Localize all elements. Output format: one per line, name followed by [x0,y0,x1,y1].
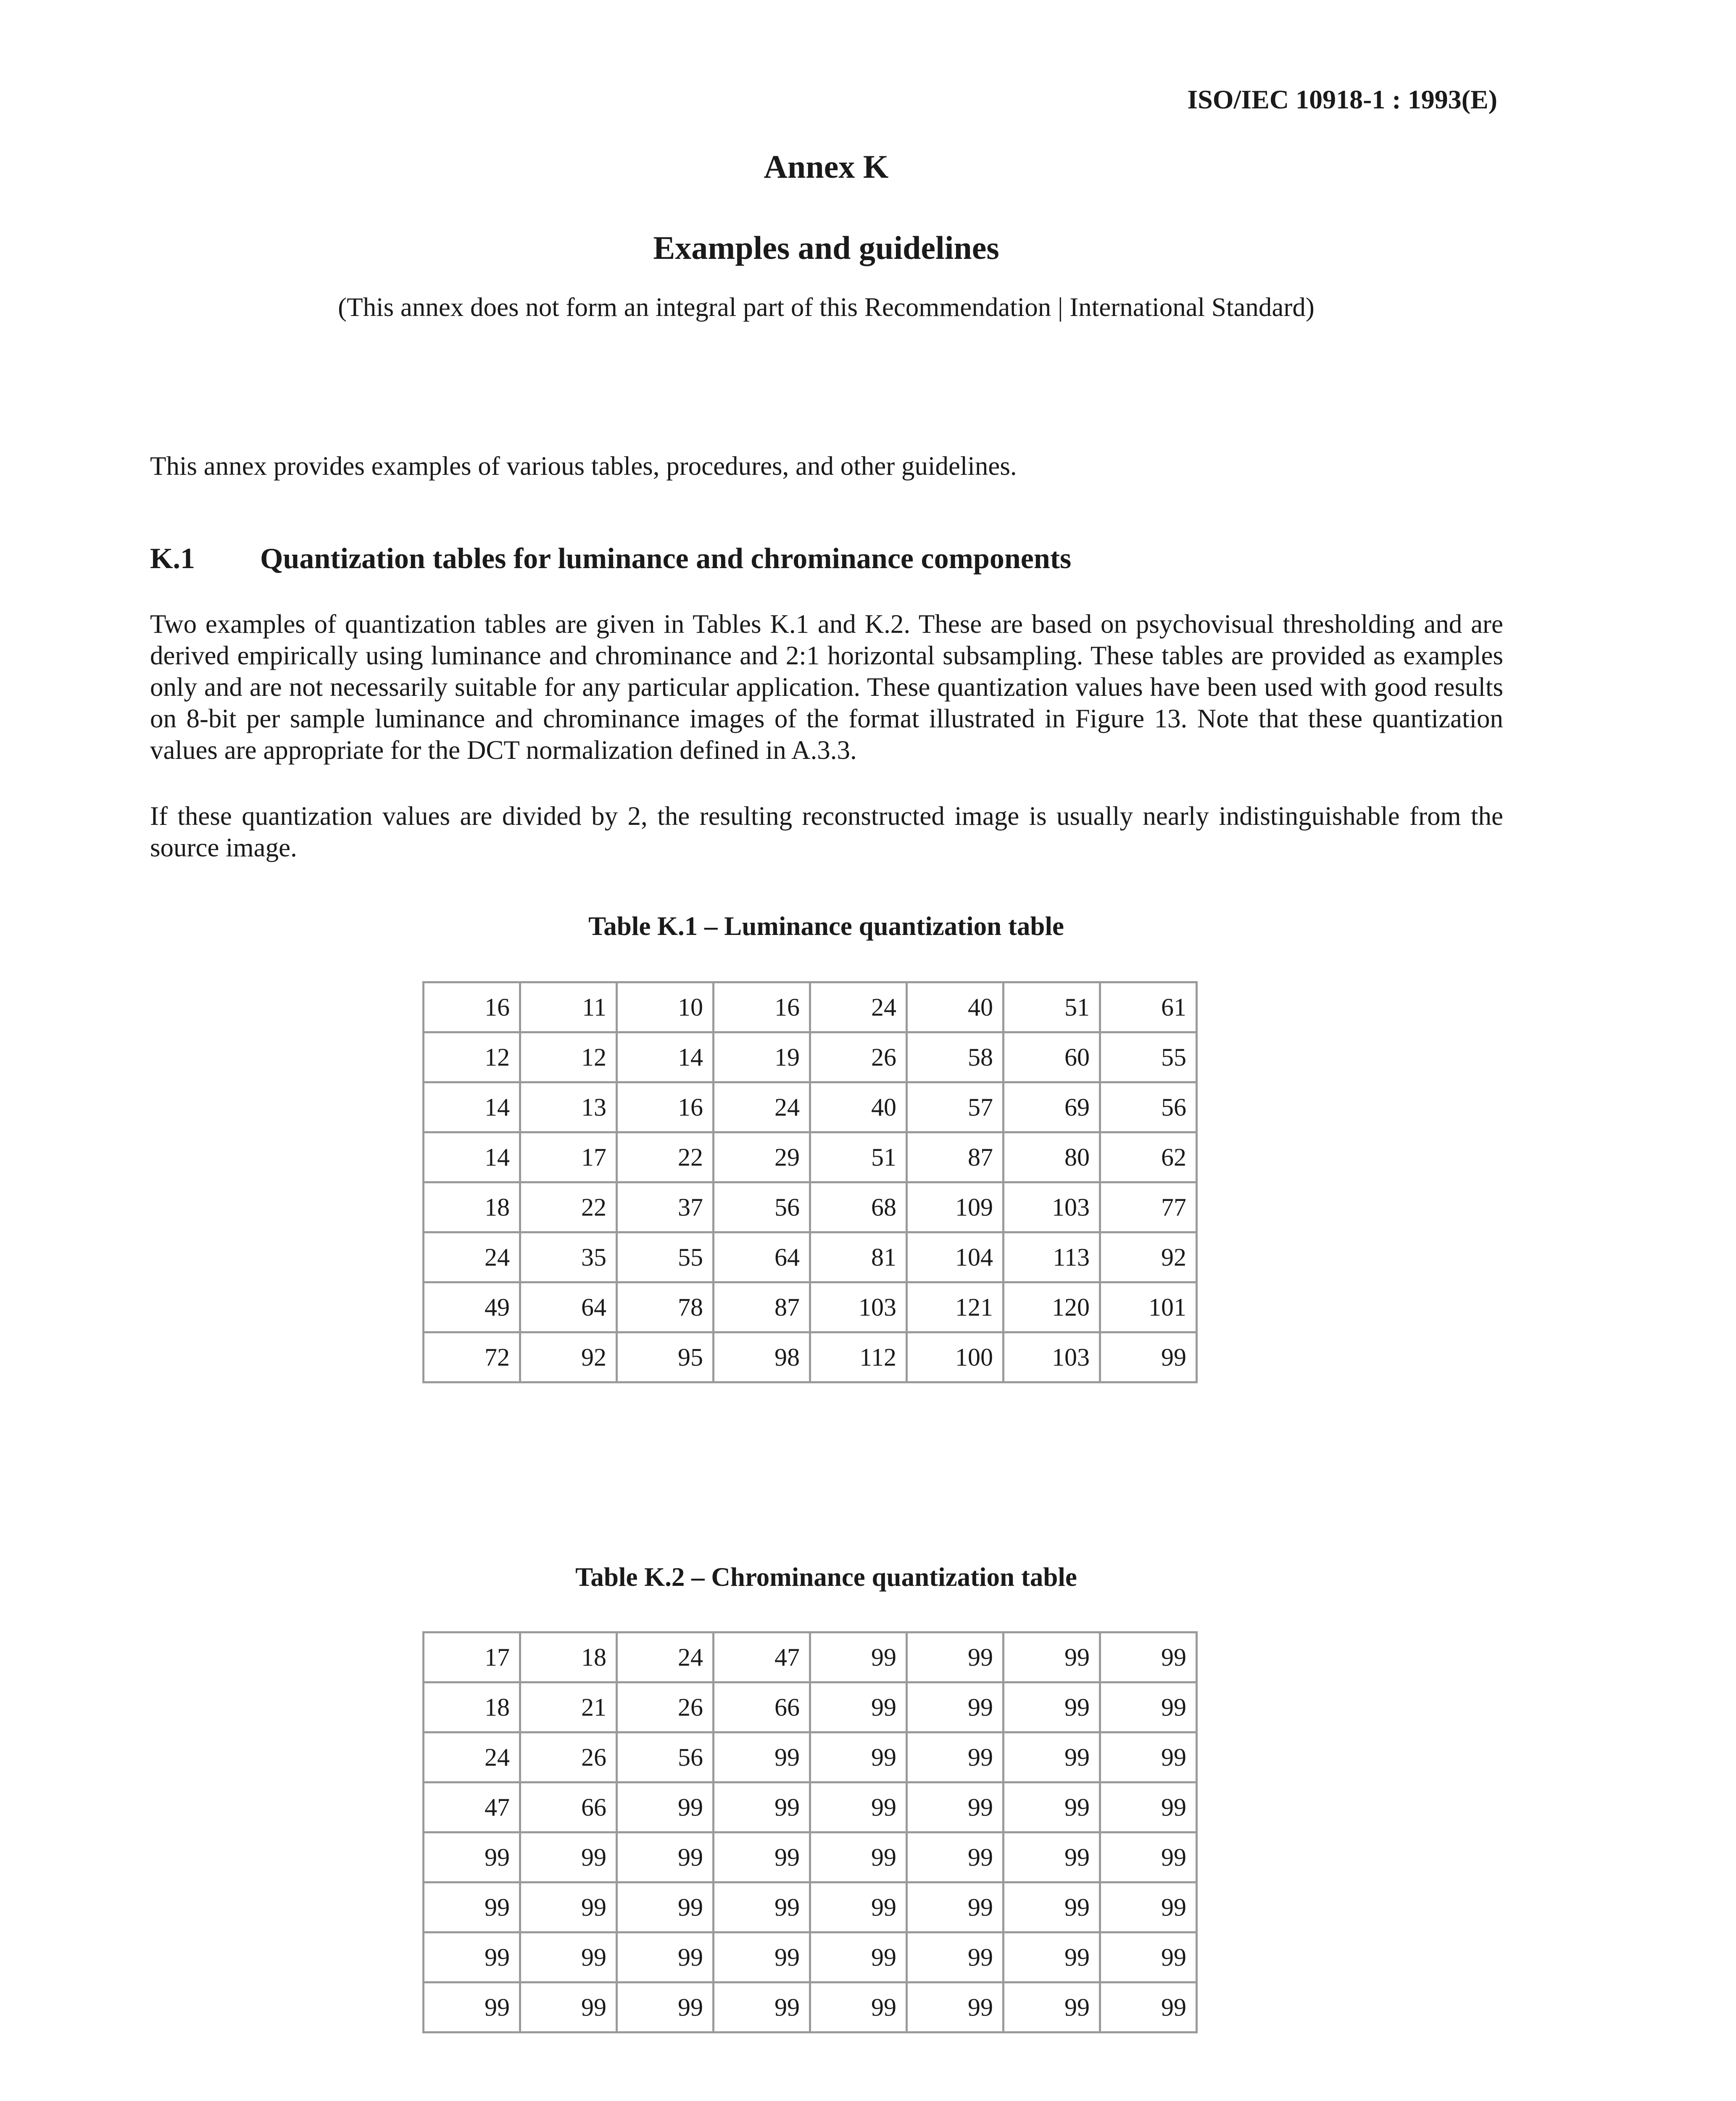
table-cell: 37 [617,1182,714,1232]
table-cell: 99 [810,1682,907,1732]
table-cell: 99 [1004,1632,1100,1682]
table-cell: 18 [424,1182,520,1232]
body-paragraph: If these quantization values are divided by 2, the resulting reconstructed image is usually nearly indistinguishable from the source image. [150,801,1503,862]
table-cell: 16 [424,982,520,1032]
table-cell: 99 [907,1732,1004,1782]
annex-subtitle: Examples and guidelines [653,229,999,266]
table-cell: 99 [1004,1932,1100,1983]
table-cell: 99 [617,1932,714,1983]
table-cell: 24 [617,1632,714,1682]
table-row [424,1032,1197,1082]
table-cell: 99 [1004,1882,1100,1932]
table-row [424,1983,1197,2033]
table-cell: 55 [1100,1032,1197,1082]
table-cell: 77 [1100,1182,1197,1232]
table-cell: 57 [907,1082,1004,1132]
table-cell: 14 [617,1032,714,1082]
table-cell: 99 [714,1782,810,1832]
table-cell: 40 [810,1082,907,1132]
section-title: Quantization tables for luminance and chrominance components [260,542,1072,575]
table-cell: 26 [810,1032,907,1082]
annex-title: Annex K [764,148,889,185]
table-cell: 99 [424,1882,520,1932]
table-cell: 58 [907,1032,1004,1082]
table-cell: 22 [617,1132,714,1182]
table-row [424,1782,1197,1832]
table-row [424,1882,1197,1932]
table-cell: 99 [810,1732,907,1782]
table-cell: 80 [1004,1132,1100,1182]
table-cell: 24 [810,982,907,1032]
table-cell: 113 [1004,1232,1100,1282]
table-cell: 99 [617,1832,714,1882]
table-cell: 92 [1100,1232,1197,1282]
table-cell: 101 [1100,1282,1197,1332]
table-cell: 99 [1100,1632,1197,1682]
table-row [424,1282,1197,1332]
table-cell: 99 [907,1782,1004,1832]
table-cell: 99 [617,1782,714,1832]
table-cell: 14 [424,1132,520,1182]
table-cell: 64 [714,1232,810,1282]
table-cell: 47 [424,1782,520,1832]
table-cell: 99 [520,1832,617,1882]
table-cell: 64 [520,1282,617,1332]
table-cell: 17 [520,1132,617,1182]
table-cell: 99 [1004,1832,1100,1882]
table-cell: 99 [424,1932,520,1983]
table-cell: 99 [907,1882,1004,1932]
table-cell: 99 [520,1983,617,2033]
table-cell: 11 [520,982,617,1032]
table-cell: 55 [617,1232,714,1282]
table-cell: 19 [714,1032,810,1082]
table-row [424,1182,1197,1232]
table-cell: 56 [617,1732,714,1782]
table-cell: 22 [520,1182,617,1232]
table-cell: 99 [1100,1782,1197,1832]
table-cell: 18 [424,1682,520,1732]
table-cell: 17 [424,1632,520,1682]
body-paragraph: Two examples of quantization tables are given in Tables K.1 and K.2. These are based on psychovisual thresholding and are derived empirically using luminance and chrominance and 2:1 horizontal subsampling. These tables are provided as examples only and are not necessarily suitable for any particular application. These quantization values have been used with good results on 8-bit per sample luminance and chrominance images of the format illustrated in Figure 13. Note that these quantization values are appropriate for the DCT normalization defined in A.3.3. [150,609,1503,765]
table-cell: 99 [810,1882,907,1932]
annex-note: (This annex does not form an integral part of this Recommendation | International Standard) [338,292,1315,322]
table-cell: 92 [520,1332,617,1382]
table-cell: 109 [907,1182,1004,1232]
table-cell: 87 [907,1132,1004,1182]
standard-id-header: ISO/IEC 10918-1 : 1993(E) [1187,84,1497,114]
table-row [424,1232,1197,1282]
table-cell: 99 [1100,1882,1197,1932]
table-cell: 40 [907,982,1004,1032]
table-cell: 99 [907,1632,1004,1682]
table-cell: 49 [424,1282,520,1332]
table-cell: 69 [1004,1082,1100,1132]
table-cell: 99 [810,1932,907,1983]
table-cell: 112 [810,1332,907,1382]
luminance-quantization-table [422,981,1198,1383]
table-cell: 99 [810,1983,907,2033]
table-cell: 62 [1100,1132,1197,1182]
table-cell: 99 [520,1882,617,1932]
table-cell: 95 [617,1332,714,1382]
table-cell: 99 [1100,1832,1197,1882]
table-cell: 99 [617,1983,714,2033]
table-cell: 72 [424,1332,520,1382]
table-cell: 121 [907,1282,1004,1332]
table-cell: 16 [617,1082,714,1132]
table-cell: 99 [1100,1732,1197,1782]
table-cell: 104 [907,1232,1004,1282]
table-cell: 103 [810,1282,907,1332]
table-caption: Table K.1 – Luminance quantization table [588,911,1064,941]
section-number: K.1 [150,542,195,575]
table-cell: 99 [617,1882,714,1932]
table-cell: 21 [520,1682,617,1732]
table-cell: 12 [424,1032,520,1082]
table-cell: 99 [714,1983,810,2033]
table-cell: 13 [520,1082,617,1132]
table-cell: 29 [714,1132,810,1182]
table-cell: 81 [810,1232,907,1282]
table-cell: 24 [424,1732,520,1782]
chrominance-quantization-table [422,1631,1198,2033]
table-row [424,1732,1197,1782]
table-row [424,982,1197,1032]
table-caption: Table K.2 – Chrominance quantization table [575,1562,1077,1592]
table-cell: 99 [424,1832,520,1882]
table-cell: 56 [1100,1082,1197,1132]
table-cell: 99 [810,1632,907,1682]
table-cell: 66 [520,1782,617,1832]
table-cell: 61 [1100,982,1197,1032]
section-heading [150,542,1071,576]
table-row [424,1082,1197,1132]
table-cell: 18 [520,1632,617,1682]
table-cell: 26 [617,1682,714,1732]
table-cell: 99 [907,1682,1004,1732]
intro-paragraph: This annex provides examples of various tables, procedures, and other guidelines. [150,451,1017,481]
table-cell: 99 [1100,1332,1197,1382]
table-cell: 99 [907,1832,1004,1882]
table-cell: 99 [810,1832,907,1882]
table-cell: 99 [714,1832,810,1882]
table-row [424,1132,1197,1182]
table-cell: 35 [520,1232,617,1282]
table-cell: 24 [714,1082,810,1132]
table-cell: 99 [1100,1932,1197,1983]
table-cell: 47 [714,1632,810,1682]
table-cell: 66 [714,1682,810,1732]
table-row [424,1832,1197,1882]
table-cell: 10 [617,982,714,1032]
table-cell: 26 [520,1732,617,1782]
table-cell: 99 [714,1932,810,1983]
table-cell: 98 [714,1332,810,1382]
table-cell: 103 [1004,1182,1100,1232]
table-cell: 51 [810,1132,907,1182]
table-cell: 99 [907,1983,1004,2033]
table-cell: 87 [714,1282,810,1332]
table-cell: 99 [714,1882,810,1932]
table-cell: 99 [1004,1782,1100,1832]
table-cell: 120 [1004,1282,1100,1332]
table-cell: 60 [1004,1032,1100,1082]
table-cell: 99 [1004,1682,1100,1732]
table-cell: 12 [520,1032,617,1082]
table-cell: 14 [424,1082,520,1132]
table-cell: 68 [810,1182,907,1232]
table-cell: 99 [1100,1682,1197,1732]
table-cell: 99 [907,1932,1004,1983]
table-cell: 51 [1004,982,1100,1032]
table-row [424,1632,1197,1682]
table-cell: 78 [617,1282,714,1332]
table-cell: 99 [1004,1732,1100,1782]
table-cell: 24 [424,1232,520,1282]
table-cell: 99 [1100,1983,1197,2033]
table-cell: 99 [1004,1983,1100,2033]
table-row [424,1332,1197,1382]
table-cell: 99 [424,1983,520,2033]
table-cell: 99 [714,1732,810,1782]
table-cell: 56 [714,1182,810,1232]
table-cell: 99 [520,1932,617,1983]
table-cell: 99 [810,1782,907,1832]
table-cell: 100 [907,1332,1004,1382]
table-cell: 16 [714,982,810,1032]
table-cell: 103 [1004,1332,1100,1382]
table-row [424,1682,1197,1732]
table-row [424,1932,1197,1983]
